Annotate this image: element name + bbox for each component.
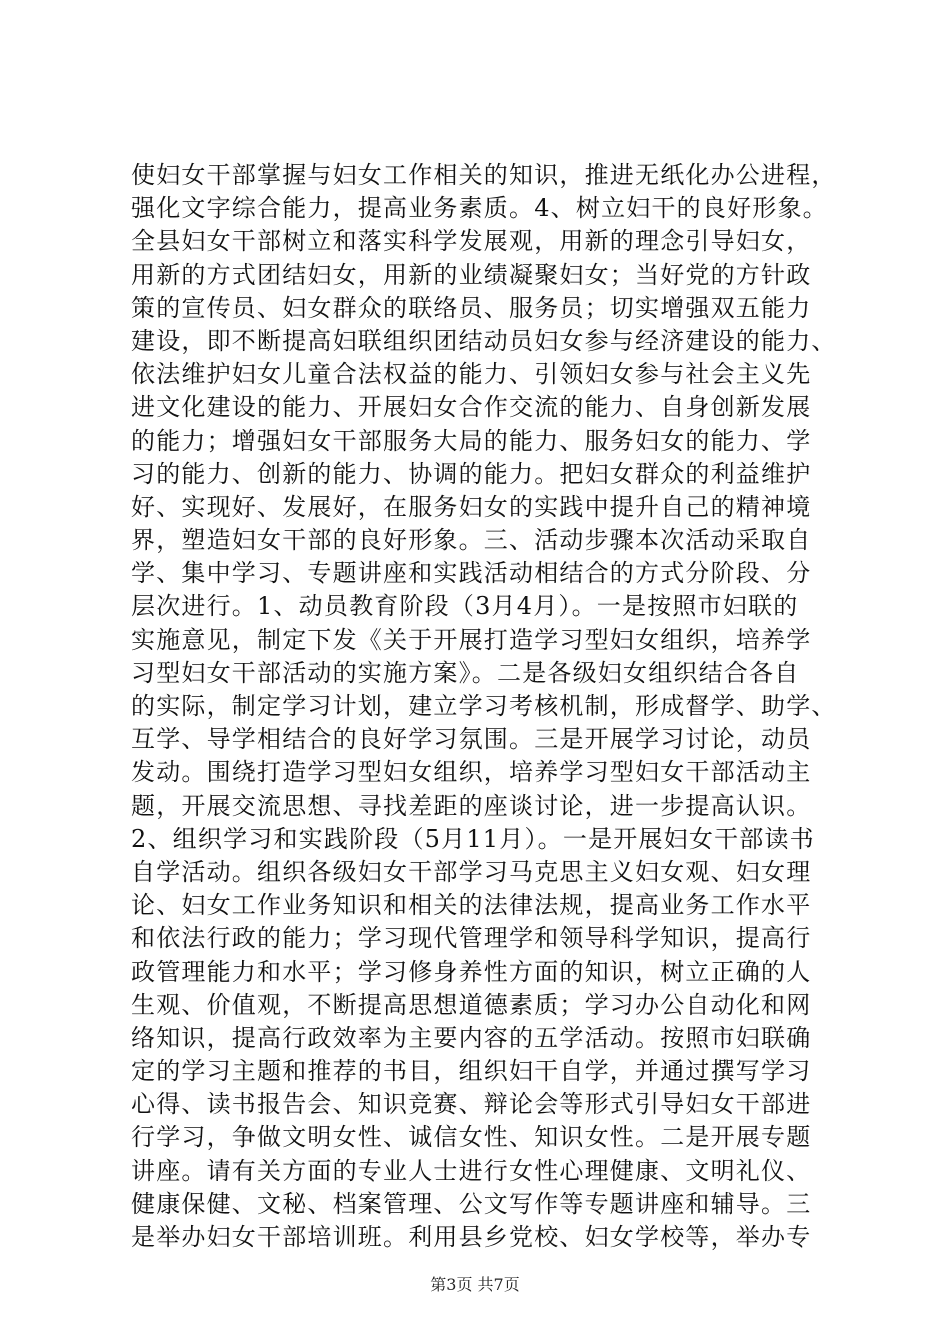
text-line: 题，开展交流思想、寻找差距的座谈讨论，进一步提高认识。 <box>131 791 812 820</box>
text-line: 用新的方式团结妇女，用新的业绩凝聚妇女；当好党的方针政 <box>131 260 812 289</box>
text-line: 界，塑造妇女干部的良好形象。三、活动步骤本次活动采取自 <box>131 526 812 555</box>
text-line: 建设，即不断提高妇联组织团结动员妇女参与经济建设的能力、 <box>131 326 837 355</box>
text-line: 习型妇女干部活动的实施方案》。二是各级妇女组织结合各自 <box>131 658 800 687</box>
text-line: 依法维护妇女儿童合法权益的能力、引领妇女参与社会主义先 <box>131 360 812 389</box>
page-number-label: 第3页 共7页 <box>430 1275 520 1294</box>
page-footer <box>0 1272 950 1295</box>
body-text <box>131 159 851 1254</box>
text-line: 和依法行政的能力；学习现代管理学和领导科学知识，提高行 <box>131 924 812 953</box>
text-line: 使妇女干部掌握与妇女工作相关的知识，推进无纸化办公进程， <box>131 161 837 189</box>
text-line: 络知识，提高行政效率为主要内容的五学活动。按照市妇联确 <box>131 1023 812 1052</box>
text-line: 的能力；增强妇女干部服务大局的能力、服务妇女的能力、学 <box>131 426 812 455</box>
text-line: 行学习，争做文明女性、诚信女性、知识女性。二是开展专题 <box>131 1123 812 1152</box>
text-line: 进文化建设的能力、开展妇女合作交流的能力、自身创新发展 <box>131 393 812 422</box>
text-line: 层次进行。1、动员教育阶段（3月4月）。一是按照市妇联的 <box>131 592 799 621</box>
text-line: 强化文字综合能力，提高业务素质。4、树立妇干的良好形象。 <box>131 194 828 223</box>
text-line: 是举办妇女干部培训班。利用县乡党校、妇女学校等，举办专 <box>131 1223 812 1251</box>
text-line: 实施意见，制定下发《关于开展打造学习型妇女组织，培养学 <box>131 625 812 654</box>
text-line: 讲座。请有关方面的专业人士进行女性心理健康、文明礼仪、 <box>131 1156 812 1185</box>
text-line: 健康保健、文秘、档案管理、公文写作等专题讲座和辅导。三 <box>131 1189 812 1218</box>
text-line: 习的能力、创新的能力、协调的能力。把妇女群众的利益维护 <box>131 459 812 488</box>
text-line: 的实际，制定学习计划，建立学习考核机制，形成督学、助学、 <box>131 692 837 720</box>
text-line: 2、组织学习和实践阶段（5月11月）。一是开展妇女干部读书 <box>131 824 815 853</box>
text-line: 生观、价值观，不断提高思想道德素质；学习办公自动化和网 <box>131 990 812 1019</box>
text-line: 政管理能力和水平；学习修身养性方面的知识，树立正确的人 <box>131 957 812 986</box>
text-line: 自学活动。组织各级妇女干部学习马克思主义妇女观、妇女理 <box>131 857 812 886</box>
text-line: 全县妇女干部树立和落实科学发展观，用新的理念引导妇女， <box>131 227 812 256</box>
text-line: 学、集中学习、专题讲座和实践活动相结合的方式分阶段、分 <box>131 559 812 588</box>
text-line: 好、实现好、发展好，在服务妇女的实践中提升自己的精神境 <box>131 492 812 521</box>
text-line: 定的学习主题和推荐的书目，组织妇干自学，并通过撰写学习 <box>131 1057 812 1086</box>
text-line: 互学、导学相结合的良好学习氛围。三是开展学习讨论，动员 <box>131 725 812 754</box>
text-line: 心得、读书报告会、知识竞赛、辩论会等形式引导妇女干部进 <box>131 1090 812 1119</box>
text-line: 发动。围绕打造学习型妇女组织，培养学习型妇女干部活动主 <box>131 758 812 787</box>
text-line: 论、妇女工作业务知识和相关的法律法规，提高业务工作水平 <box>131 891 812 920</box>
text-line: 策的宣传员、妇女群众的联络员、服务员；切实增强双五能力 <box>131 293 812 322</box>
